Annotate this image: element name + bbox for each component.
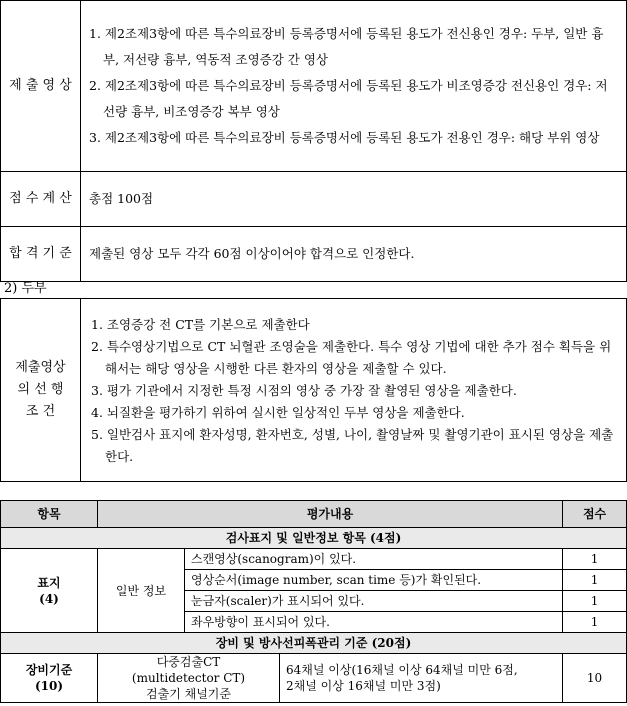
category-cell	[1, 654, 98, 703]
criterion-text: 눈금자(scaler)가 표시되어 있다.	[185, 591, 563, 612]
row-content	[81, 299, 627, 482]
section-heading: 검사표지 및 일반정보 항목 (4점)	[1, 528, 627, 549]
table-row	[1, 299, 627, 482]
table-row	[1, 654, 627, 703]
list-item: 1. 조영증강 전 CT를 기본으로 제출한다	[91, 317, 310, 332]
list-item: 2. 특수영상기법으로 CT 뇌혈관 조영술을 제출한다. 특수 영상 기법에 대한 추가 점수 획득을 위해서는 해당 영상을 시행한 다른 환자의 영상을 제출할 수 있다.	[91, 339, 612, 376]
criterion-text: 영상순서(image number, scan time 등)가 확인된다.	[185, 570, 563, 591]
table-row	[1, 1, 627, 172]
submission-condition-table	[0, 298, 627, 482]
list-item: 1. 제2조제3항에 따른 특수의료장비 등록증명서에 등록된 용도가 전신용인 경우: 두부, 일반 흉부, 저선량 흉부, 역동적 조영증강 간 영상	[89, 26, 604, 67]
table-row	[1, 227, 627, 282]
criterion-score: 1	[563, 591, 627, 612]
criterion-text: 좌우방향이 표시되어 있다.	[185, 612, 563, 633]
row-content: 총점 100점	[81, 172, 627, 227]
list-item: 3. 제2조제3항에 따른 특수의료장비 등록증명서에 등록된 용도가 전용인 경우: 해당 부위 영상	[89, 130, 600, 145]
header-cell-item: 항목	[1, 501, 98, 528]
subcategory-cell: 일반 정보	[98, 549, 185, 633]
criterion-line: 64채널 이상(16채널 이상 64채널 미만 6점,	[286, 663, 518, 677]
subcategory-line: 검출기 채널기준	[146, 687, 231, 701]
row-content: 제출된 영상 모두 각각 60점 이상이어야 합격으로 인정한다.	[81, 227, 627, 282]
list-item: 5. 일반검사 표지에 환자성명, 환자번호, 성별, 나이, 촬영날짜 및 촬영기관이 표시된 영상을 제출한다.	[91, 427, 614, 464]
criterion-line: 2채널 이상 16채널 미만 3점)	[286, 679, 441, 693]
submission-info-table	[0, 0, 627, 282]
subcategory-line: (multidetector CT)	[131, 671, 246, 685]
section-row	[1, 633, 627, 654]
row-label: 합 격 기 준	[1, 227, 81, 282]
criterion-text: 스캔영상(scanogram)이 있다.	[185, 549, 563, 570]
row-label: 제출영상의 선 행 조 건	[1, 299, 81, 482]
subcategory-line: 다중검출CT	[156, 655, 221, 669]
table-header-row	[1, 501, 627, 528]
category-cell	[1, 549, 98, 633]
section-row	[1, 528, 627, 549]
criterion-score: 10	[563, 654, 627, 703]
category-points: (10)	[34, 679, 64, 693]
category-points: (4)	[39, 591, 59, 606]
criterion-score: 1	[563, 549, 627, 570]
list-item: 3. 평가 기관에서 지정한 특정 시점의 영상 중 가장 잘 촬영된 영상을 제출한다.	[91, 383, 517, 398]
criterion-score: 1	[563, 570, 627, 591]
evaluation-table	[0, 500, 627, 703]
category-name: 장비기준	[25, 663, 73, 677]
section-title: 2) 두부	[4, 281, 47, 296]
row-label: 제 출 영 상	[1, 1, 81, 172]
list-item: 4. 뇌질환을 평가하기 위하여 실시한 일상적인 두부 영상을 제출한다.	[91, 405, 465, 420]
header-cell-score: 점수	[563, 501, 627, 528]
criterion-text	[280, 654, 563, 703]
list-item: 2. 제2조제3항에 따른 특수의료장비 등록증명서에 등록된 용도가 비조영증강 전신용인 경우: 저선량 흉부, 비조영증강 복부 영상	[89, 78, 608, 119]
row-content	[81, 1, 627, 172]
header-cell-content: 평가내용	[98, 501, 563, 528]
category-name: 표지	[37, 575, 61, 590]
row-label: 점 수 계 산	[1, 172, 81, 227]
section-heading: 장비 및 방사선피폭관리 기준 (20점)	[1, 633, 627, 654]
table-row	[1, 172, 627, 227]
table-row	[1, 549, 627, 570]
criterion-score: 1	[563, 612, 627, 633]
subcategory-cell	[98, 654, 280, 703]
